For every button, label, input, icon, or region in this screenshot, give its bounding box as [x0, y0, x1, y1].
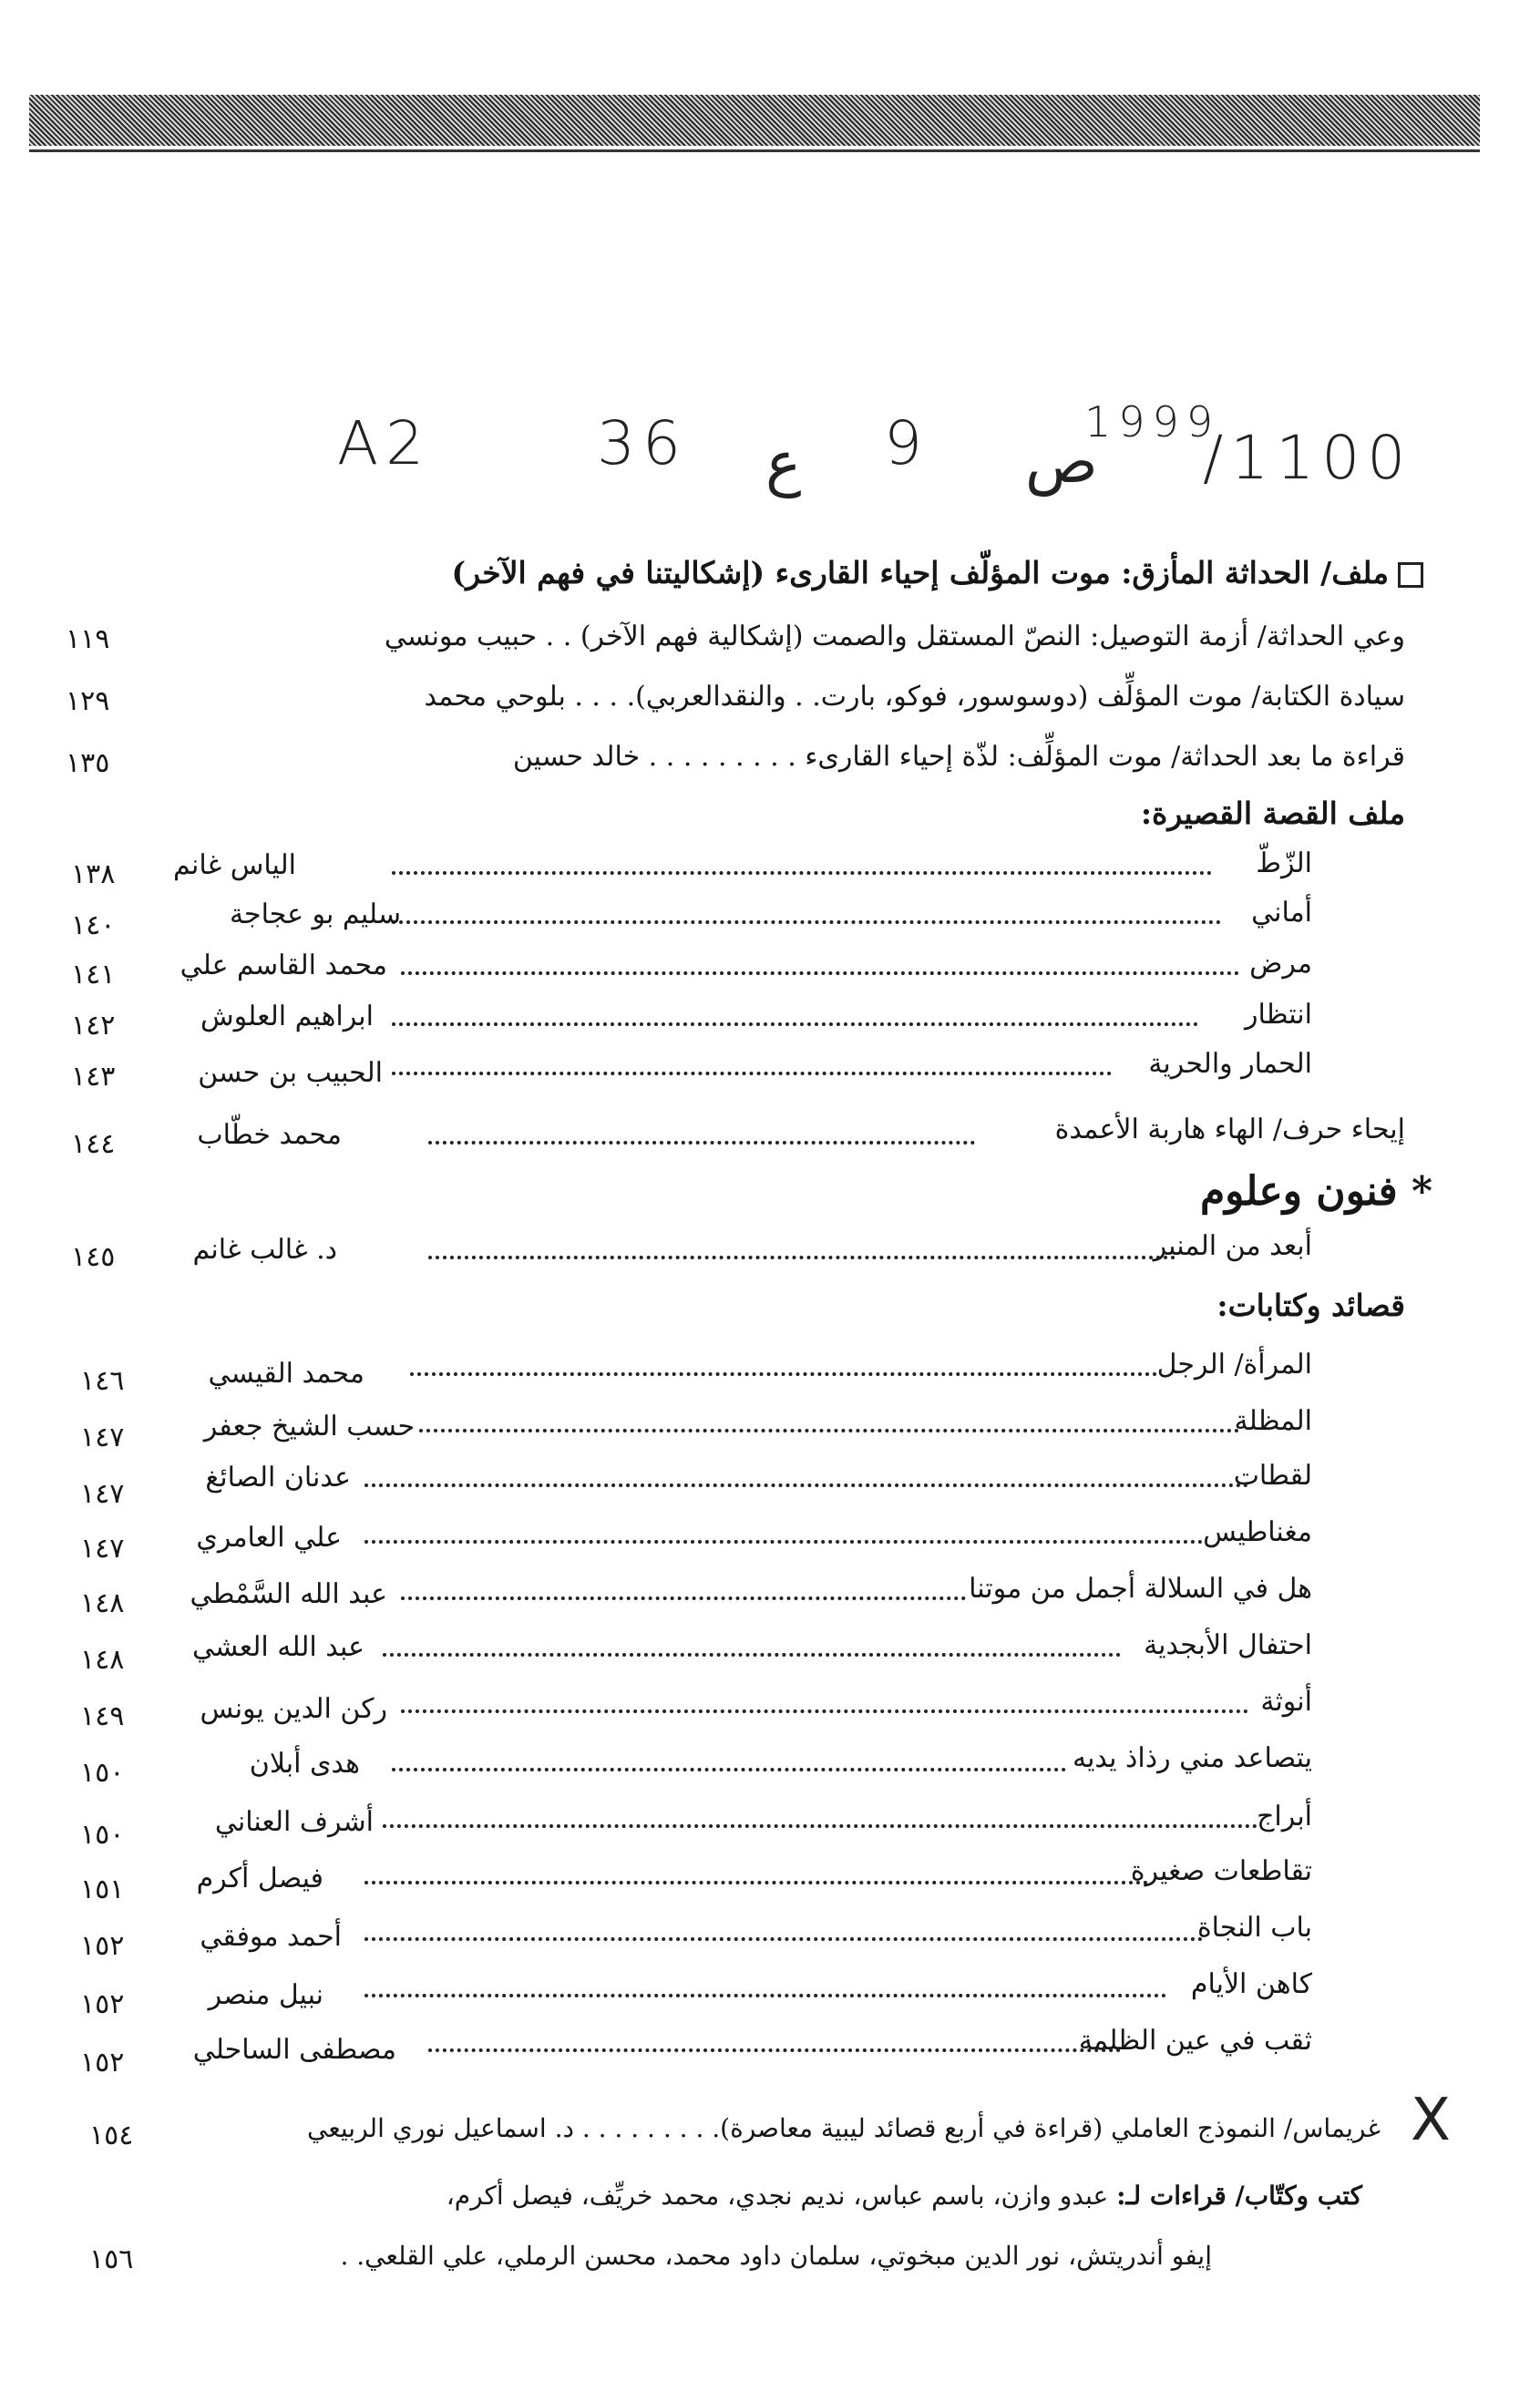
- page-number: ١٤٨: [80, 1644, 125, 1676]
- toc-title: الحمار والحرية: [1148, 1048, 1312, 1080]
- fonoun-heading: * فنون وعلوم: [1199, 1168, 1432, 1215]
- toc-title: كاهن الأيام: [1190, 1968, 1312, 2000]
- toc-author: د. غالب غانم: [192, 1234, 337, 1266]
- gremas-entry: غريماس/ النموذج العاملي (قراءة في أربع قصائد ليبية معاصرة). . . . . . . . . د. اسماعيل نوري الربيعي: [307, 2113, 1381, 2143]
- dot-leader: [392, 871, 1212, 875]
- page-number: ١٥٤: [89, 2120, 134, 2151]
- dot-leader: [383, 1824, 1258, 1828]
- dossier1-entry-1: وعي الحداثة/ أزمة التوصيل: النصّ المستقل والصمت (إشكالية فهم الآخر) . . حبيب مونسي: [384, 621, 1405, 652]
- toc-title: المظلة: [1234, 1405, 1312, 1437]
- dot-leader: [428, 1256, 1176, 1259]
- dot-leader: [364, 1881, 1148, 1884]
- handwritten-note: [337, 397, 1413, 518]
- toc-author: فيصل أكرم: [196, 1863, 323, 1894]
- toc-title: أبراج: [1257, 1801, 1312, 1832]
- page-number: ١٤٦: [80, 1365, 125, 1397]
- toc-title: مرض: [1249, 948, 1312, 980]
- toc-author: الياس غانم: [173, 849, 296, 881]
- dot-leader: [401, 1709, 1248, 1713]
- dot-leader: [364, 1937, 1203, 1941]
- page-number: ١١٩: [66, 623, 110, 655]
- page-number: ١٣٨: [71, 858, 116, 890]
- toc-author: عدنان الصائغ: [205, 1462, 351, 1494]
- top-rule: [29, 149, 1480, 152]
- toc-author: مصطفى الساحلي: [192, 2034, 396, 2066]
- dossier2-heading: ملف القصة القصيرة:: [1140, 796, 1405, 831]
- toc-title: يتصاعد مني رذاذ يديه: [1072, 1742, 1312, 1774]
- toc-author: أشرف العناني: [214, 1806, 374, 1838]
- hw-ayn: ع: [765, 428, 802, 498]
- page-number: ١٤٧: [80, 1422, 125, 1453]
- poems-heading: قصائد وكتابات:: [1217, 1288, 1405, 1323]
- toc-author: عبد الله السَّمْطي: [190, 1578, 387, 1610]
- hw-1999: 1999: [1084, 397, 1221, 447]
- page-number: ١٥٢: [80, 1988, 125, 2020]
- page-number: ١٥٦: [89, 2243, 134, 2275]
- toc-author: حسب الشيخ جعفر: [203, 1411, 415, 1442]
- page-number: ١٤٣: [71, 1061, 116, 1093]
- toc-author: محمد القاسم علي: [180, 950, 387, 981]
- page-number: ١٤١: [71, 959, 116, 991]
- page-number: ١٤٧: [80, 1533, 125, 1565]
- toc-author: ابراهيم العلوش: [200, 1001, 374, 1032]
- page-number: ١٣٥: [66, 747, 110, 779]
- toc-author: محمد القيسي: [208, 1358, 364, 1390]
- toc-author: عبد الله العشي: [192, 1631, 364, 1663]
- toc-author: نبيل منصر: [208, 1979, 323, 2011]
- toc-title: لقطات: [1233, 1460, 1312, 1492]
- page-number: ١٥٢: [80, 2047, 125, 2079]
- toc-title: هل في السلالة أجمل من موتنا: [969, 1573, 1312, 1605]
- dot-leader: [392, 1022, 1198, 1026]
- toc-title: إيحاء حرف/ الهاء هاربة الأعمدة: [1054, 1114, 1405, 1145]
- top-hatched-band: [29, 95, 1480, 146]
- toc-author: الحبيب بن حسن: [198, 1057, 383, 1089]
- hw-sad: ص: [1025, 426, 1098, 497]
- hw-a2: A2: [337, 408, 432, 478]
- dot-leader: [392, 1072, 1112, 1075]
- toc-title: أنوثة: [1260, 1686, 1312, 1718]
- dot-leader: [364, 1994, 1166, 1997]
- toc-title: ثقب في عين الظلمة: [1078, 2025, 1312, 2057]
- toc-title: أماني: [1251, 897, 1312, 929]
- toc-title: باب النجاة: [1196, 1912, 1312, 1944]
- toc-title: انتظار: [1245, 999, 1312, 1031]
- books-line-1: كتب وكتّاب/ قراءات لـ: عبدو وازن، باسم عباس، نديم نجدي، محمد خريِّف، فيصل أكرم،: [446, 2181, 1362, 2211]
- dot-leader: [364, 1540, 1203, 1544]
- dot-leader: [428, 1141, 975, 1145]
- hw-36: 36: [597, 408, 688, 478]
- dossier1-entry-3: قراءة ما بعد الحداثة/ موت المؤلِّف: لذّة إحياء القارىء . . . . . . . . . خالد حسين: [512, 741, 1405, 773]
- page-number: ١٤٠: [71, 909, 116, 941]
- dot-leader: [428, 2048, 1121, 2052]
- hw-9: 9: [884, 408, 929, 478]
- toc-author: سليم بو عجاجة: [229, 898, 401, 930]
- toc-author: محمد خطّاب: [197, 1119, 342, 1151]
- page-number: ١٤٤: [71, 1128, 116, 1160]
- dot-leader: [392, 1768, 1066, 1771]
- toc-title: المرأة/ الرجل: [1156, 1349, 1312, 1381]
- page-number: ١٤٨: [80, 1587, 125, 1619]
- toc-title: تقاطعات صغيرة: [1130, 1855, 1312, 1887]
- toc-author: هدى أبلان: [249, 1748, 360, 1780]
- page-number: ١٤٧: [80, 1478, 125, 1510]
- toc-author: ركن الدين يونس: [200, 1693, 387, 1725]
- page-number: ١٤٩: [80, 1700, 125, 1732]
- toc-title: احتفال الأبجدية: [1144, 1629, 1312, 1661]
- dossier1-heading: ملف/ الحداثة المأزق: موت المؤلّف إحياء القارىء (إشكاليتنا في فهم الآخر): [451, 558, 1423, 588]
- books-line-2: إيفو أندريتش، نور الدين مبخوتي، سلمان داود محمد، محسن الرملي، علي القلعي. .: [340, 2241, 1212, 2271]
- page-number: ١٢٩: [66, 685, 110, 717]
- dot-leader: [392, 920, 1221, 924]
- dot-leader: [383, 1653, 1121, 1657]
- page-number: ١٥٠: [80, 1757, 125, 1789]
- dot-leader: [401, 1596, 966, 1600]
- dossier1-entry-2: سيادة الكتابة/ موت المؤلِّف (دوسوسور، فوكو، بارت. . والنقدالعربي). . . . بلوحي محمد: [424, 681, 1405, 713]
- dot-leader: [364, 1483, 1248, 1487]
- hw-1100: /1100: [1203, 423, 1413, 493]
- checkbox-square-icon: [1398, 562, 1423, 588]
- toc-author: أحمد موفقي: [200, 1921, 342, 1953]
- toc-title: مغناطيس: [1203, 1516, 1312, 1548]
- dot-leader: [419, 1429, 1239, 1432]
- toc-author: علي العامري: [196, 1522, 342, 1554]
- page-number: ١٥٢: [80, 1930, 125, 1962]
- page-number: ١٤٥: [71, 1241, 116, 1273]
- dot-leader: [401, 971, 1239, 975]
- page-number: ١٤٢: [71, 1010, 116, 1042]
- toc-title: الزّطّ: [1256, 847, 1312, 879]
- page-number: ١٥١: [80, 1874, 125, 1905]
- handwritten-cross-mark: X: [1411, 2087, 1451, 2154]
- dot-leader: [410, 1372, 1157, 1376]
- asterisk-icon: *: [1411, 1168, 1432, 1215]
- toc-title: أبعد من المنبر: [1153, 1230, 1312, 1262]
- page-number: ١٥٠: [80, 1819, 125, 1851]
